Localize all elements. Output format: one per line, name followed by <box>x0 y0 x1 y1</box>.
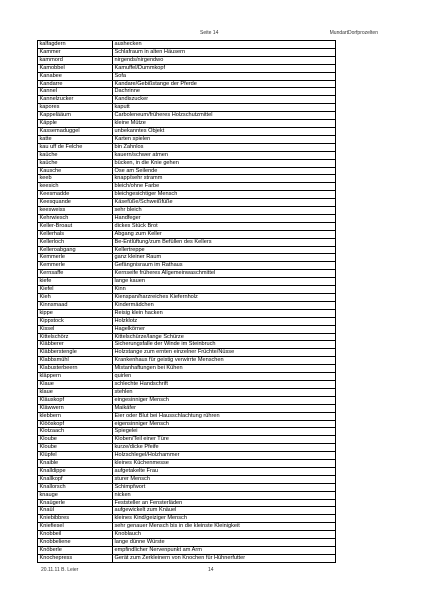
term-meaning: eigensinniger Mensch <box>113 420 336 428</box>
table-row <box>38 96 336 104</box>
dialect-term: keesweiss <box>38 207 113 215</box>
dialect-term: Knaible <box>38 460 113 468</box>
term-meaning: Eier oder Blut bei Hausschlachtung rühren <box>113 412 336 420</box>
term-meaning: Hagelkörner <box>113 325 336 333</box>
table-row <box>38 444 336 452</box>
dialect-term: Kannel <box>38 88 113 96</box>
dialect-term: kalfagdern <box>38 41 113 49</box>
table-row <box>38 460 336 468</box>
table-row <box>38 341 336 349</box>
term-meaning: sehr bleich <box>113 207 336 215</box>
term-meaning: aufgetakelte Frau <box>113 467 336 475</box>
table-row <box>38 373 336 381</box>
table-row <box>38 309 336 317</box>
dialect-term: Klaue <box>38 380 113 388</box>
footer-date-author: 20.11.11 B. Leier <box>41 567 79 573</box>
dialect-term: Kappelääum <box>38 112 113 120</box>
term-meaning: Kittelschürze/lange Schürze <box>113 333 336 341</box>
dialect-term: Kanabee <box>38 72 113 80</box>
dialect-term: Kellerloch <box>38 238 113 246</box>
dialect-term: Knallorsch <box>38 483 113 491</box>
dialect-term: Käpple <box>38 120 113 128</box>
term-meaning: bücken, in die Knie gehen <box>113 159 336 167</box>
footer-page-number: 14 <box>208 567 214 573</box>
term-meaning: Gerät zum Zerkleinern von Knochen für Hühnerfutter <box>113 554 336 562</box>
term-meaning: Holzschlegel/Holzhammer <box>113 452 336 460</box>
dialect-term: Knochepress <box>38 554 113 562</box>
table-row <box>38 88 336 96</box>
term-meaning: Dachrinne <box>113 88 336 96</box>
table-row <box>38 80 336 88</box>
term-meaning: kurze/dicke Pfeife <box>113 444 336 452</box>
dialect-term: klebbern <box>38 412 113 420</box>
table-row <box>38 191 336 199</box>
dialect-term: Keesmadde <box>38 191 113 199</box>
dialect-term: knauge <box>38 491 113 499</box>
table-row <box>38 396 336 404</box>
table-row <box>38 48 336 56</box>
dialect-term: kammord <box>38 56 113 64</box>
table-row <box>38 175 336 183</box>
dialect-term: kaüche <box>38 159 113 167</box>
table-row <box>38 539 336 547</box>
table-row <box>38 452 336 460</box>
term-meaning: schlechte Handschrift <box>113 380 336 388</box>
table-row <box>38 523 336 531</box>
dialect-term: Kloube <box>38 444 113 452</box>
dialect-term: Klotzaach <box>38 428 113 436</box>
dialect-term: Knallkopf <box>38 475 113 483</box>
table-row <box>38 246 336 254</box>
dialect-term: Knöberle <box>38 547 113 555</box>
term-meaning: stehlen <box>113 388 336 396</box>
term-meaning: Maikäfer <box>113 404 336 412</box>
term-meaning: empfindlicher Nervenpunkt am Arm <box>113 547 336 555</box>
dialect-term: Kieh <box>38 294 113 302</box>
dialect-term: Kläuskopf <box>38 396 113 404</box>
dialect-term: Kläbberstengle <box>38 349 113 357</box>
dialect-term: kippe <box>38 309 113 317</box>
table-row <box>38 207 336 215</box>
term-meaning: sturer Mensch <box>113 475 336 483</box>
table-row <box>38 507 336 515</box>
dialect-term: kaüche <box>38 151 113 159</box>
table-row <box>38 547 336 555</box>
table-row <box>38 325 336 333</box>
term-meaning: Karten spielen <box>113 135 336 143</box>
dialect-term: Kittelschörz <box>38 333 113 341</box>
term-meaning: sehr genauer Mensch bis in die kleinste Kleinigkeit <box>113 523 336 531</box>
term-meaning: kleine Mütze <box>113 120 336 128</box>
dialect-term: katte <box>38 135 113 143</box>
table-row <box>38 301 336 309</box>
table-row <box>38 365 336 373</box>
table-row <box>38 127 336 135</box>
term-meaning: unbekanntes Objekt <box>113 127 336 135</box>
dialect-term: Kissel <box>38 325 113 333</box>
term-meaning: ganz kleiner Raum <box>113 254 336 262</box>
term-meaning: nicken <box>113 491 336 499</box>
table-row <box>38 333 336 341</box>
term-meaning: Be-Entlüftung/zum Befüllen des Kellers <box>113 238 336 246</box>
table-row <box>38 112 336 120</box>
table-row <box>38 56 336 64</box>
term-meaning: kauern/schwer atmen <box>113 151 336 159</box>
term-meaning: Schlafraum in alten Häusern <box>113 48 336 56</box>
dialect-term: kiefe <box>38 278 113 286</box>
dialect-term: klaue <box>38 388 113 396</box>
term-meaning: Handfeger <box>113 214 336 222</box>
table-row <box>38 475 336 483</box>
table-row <box>38 120 336 128</box>
table-row <box>38 183 336 191</box>
table-row <box>38 420 336 428</box>
term-meaning: Kloben/Teil einer Türe <box>113 436 336 444</box>
table-row <box>38 499 336 507</box>
table-row <box>38 428 336 436</box>
term-meaning: aufgewickelt zum Knäuel <box>113 507 336 515</box>
dialect-term: Knaül <box>38 507 113 515</box>
term-meaning: Spiegelei <box>113 428 336 436</box>
table-row <box>38 72 336 80</box>
term-meaning: kleines Kind/geiziger Mensch <box>113 515 336 523</box>
term-meaning: bleich/ohne Farbe <box>113 183 336 191</box>
table-row <box>38 357 336 365</box>
dialect-term: Klabusterbeern <box>38 365 113 373</box>
term-meaning: Kandare/Gebißstange der Pferde <box>113 80 336 88</box>
term-meaning: Carboleneum/früheres Holzschutzmittel <box>113 112 336 120</box>
term-meaning: lange kauen <box>113 278 336 286</box>
dialect-term: kapores <box>38 104 113 112</box>
term-meaning: Käsefüße/Schweißfüße <box>113 199 336 207</box>
table-row <box>38 222 336 230</box>
dialect-term: Kelleroabgang <box>38 246 113 254</box>
term-meaning: Abgang zum Keller <box>113 230 336 238</box>
dialect-term: Kehrwiesch <box>38 214 113 222</box>
dialect-term: Keller-Broaut <box>38 222 113 230</box>
dialect-term: Knalldippe <box>38 467 113 475</box>
table-row <box>38 436 336 444</box>
term-meaning: Sicherungsfalle der Winde im Steinbruch <box>113 341 336 349</box>
table-row <box>38 278 336 286</box>
dialect-term: Knobbeliene <box>38 539 113 547</box>
table-row <box>38 349 336 357</box>
dialect-term: Kläwwern <box>38 404 113 412</box>
dialect-term: Kemmerle <box>38 254 113 262</box>
table-row <box>38 531 336 539</box>
dialect-term: Kemmerle <box>38 262 113 270</box>
term-meaning: Kamuffel/Dummkopf <box>113 64 336 72</box>
term-meaning: Feststeller an Fensterläden <box>113 499 336 507</box>
term-meaning: knapp/sehr stramm <box>113 175 336 183</box>
dialect-term: kau uff de Felche <box>38 143 113 151</box>
dialect-term: keesich <box>38 183 113 191</box>
dialect-term: Kiefel <box>38 286 113 294</box>
dialect-table <box>37 40 336 563</box>
term-meaning: aushecken <box>113 41 336 49</box>
dialect-table-body <box>38 41 336 563</box>
dialect-term: Kandarre <box>38 80 113 88</box>
table-row <box>38 483 336 491</box>
term-meaning: Mistanhaftungen bei Kühen <box>113 365 336 373</box>
dialect-term: Kloube <box>38 436 113 444</box>
table-row <box>38 159 336 167</box>
dialect-term: Knaügerle <box>38 499 113 507</box>
term-meaning: Kindermädchen <box>113 301 336 309</box>
dialect-term: Kellerhals <box>38 230 113 238</box>
dialect-term: Kausche <box>38 167 113 175</box>
dialect-term: Kläbberer <box>38 341 113 349</box>
term-meaning: Schimpfwort <box>113 483 336 491</box>
term-meaning: lange dünne Würste <box>113 539 336 547</box>
dialect-term: Kannelzucker <box>38 96 113 104</box>
dialect-term: Kassemaduggel <box>38 127 113 135</box>
term-meaning: bin Zahnlos <box>113 143 336 151</box>
term-meaning: dickes Stück Brot <box>113 222 336 230</box>
table-row <box>38 286 336 294</box>
dialect-term: Kernsaffe <box>38 270 113 278</box>
table-row <box>38 41 336 49</box>
term-meaning: Kandiszucker <box>113 96 336 104</box>
table-row <box>38 554 336 562</box>
table-row <box>38 104 336 112</box>
table-row <box>38 412 336 420</box>
table-row <box>38 270 336 278</box>
term-meaning: Gefängnisraum im Rathaus <box>113 262 336 270</box>
table-row <box>38 515 336 523</box>
term-meaning: bleichgesichtiger Mensch <box>113 191 336 199</box>
table-row <box>38 135 336 143</box>
table-row <box>38 380 336 388</box>
term-meaning: Sofa <box>113 72 336 80</box>
term-meaning: Holzklotz <box>113 317 336 325</box>
dialect-term: keeb <box>38 175 113 183</box>
table-row <box>38 151 336 159</box>
table-row <box>38 64 336 72</box>
term-meaning: Reisig klein hacken <box>113 309 336 317</box>
dialect-term: Kammer <box>38 48 113 56</box>
table-row <box>38 214 336 222</box>
term-meaning: Holzstange zum ernten einzelner Früchte/Nüsse <box>113 349 336 357</box>
term-meaning: Kienspan/harzreiches Kiefernholz <box>113 294 336 302</box>
term-meaning: kleines Küchenmesse <box>113 460 336 468</box>
term-meaning: Krankenhaus für geistig verwirrte Menschen <box>113 357 336 365</box>
term-meaning: Knoblauch <box>113 531 336 539</box>
table-row <box>38 467 336 475</box>
table-row <box>38 491 336 499</box>
table-row <box>38 262 336 270</box>
table-row <box>38 317 336 325</box>
term-meaning: nirgends/nirgendwo <box>113 56 336 64</box>
dialect-term: Kamobbel <box>38 64 113 72</box>
page-label: Seite 14 <box>200 30 219 36</box>
term-meaning: Kellertreppe <box>113 246 336 254</box>
table-row <box>38 388 336 396</box>
table-row <box>38 404 336 412</box>
table-row <box>38 238 336 246</box>
document-title: MundartDorfprozelten <box>329 30 378 36</box>
term-meaning: Kernseife früheres Allgemeinwaschmittel <box>113 270 336 278</box>
dialect-term: Kippstock <box>38 317 113 325</box>
dialect-table-container <box>37 40 334 563</box>
dialect-term: Klabbsmühl <box>38 357 113 365</box>
dialect-term: Kniefiesel <box>38 523 113 531</box>
dialect-term: Kniebibbres <box>38 515 113 523</box>
dialect-term: Knobbeil <box>38 531 113 539</box>
dialect-term: Klüpfel <box>38 452 113 460</box>
table-row <box>38 167 336 175</box>
term-meaning: Öse am Seilende <box>113 167 336 175</box>
term-meaning: Kinn <box>113 286 336 294</box>
table-row <box>38 254 336 262</box>
dialect-term: kläppern <box>38 373 113 381</box>
table-row <box>38 143 336 151</box>
table-row <box>38 294 336 302</box>
term-meaning: kaputt <box>113 104 336 112</box>
term-meaning: eingesinniger Mensch <box>113 396 336 404</box>
dialect-term: Keesquande <box>38 199 113 207</box>
table-row <box>38 199 336 207</box>
dialect-term: Kinnsmaad <box>38 301 113 309</box>
term-meaning: quirlen <box>113 373 336 381</box>
dialect-term: Klööskopf <box>38 420 113 428</box>
table-row <box>38 230 336 238</box>
